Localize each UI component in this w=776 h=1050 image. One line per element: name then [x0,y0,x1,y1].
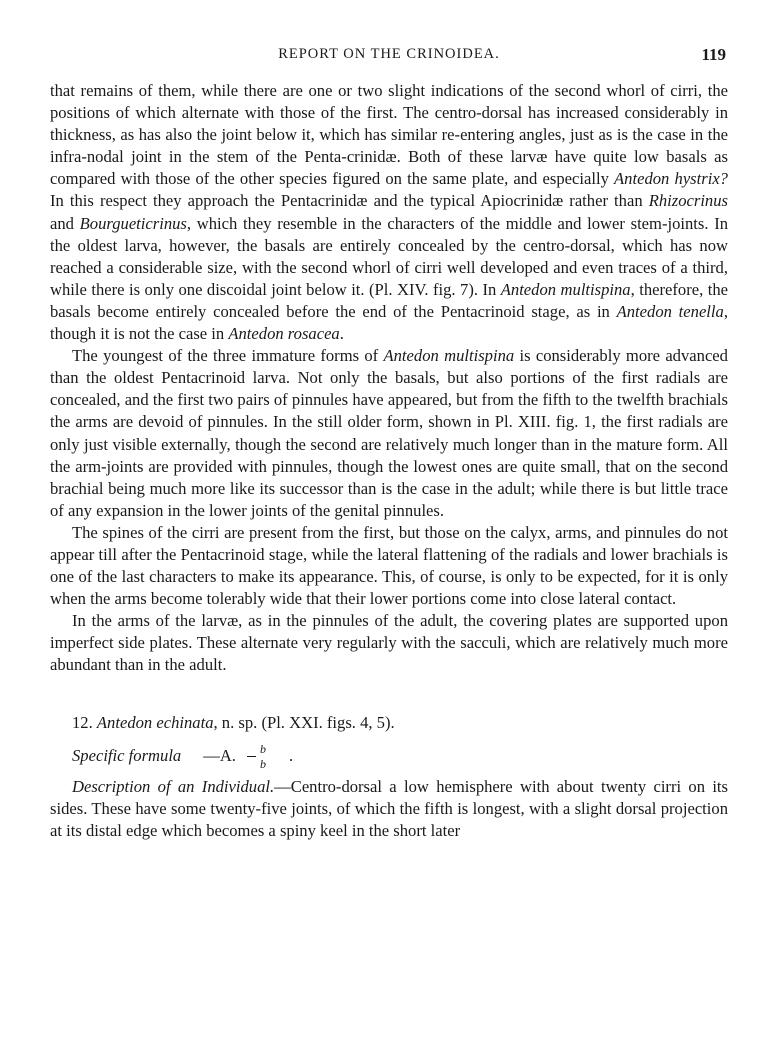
formula-denominator: b [259,756,266,771]
page-number: 119 [701,45,726,64]
formula-end: . [288,746,294,766]
text-run: and [50,213,80,233]
text-run: , which they resemble in the characters of the middle and lower stem-joints. In the oldest larva, however, the basals are entirely concealed by the centro-dorsal, which has now reached a considerable size, with the second whorl of cirri well developed and even traces of a third, while there is only one discoidal joint below it. (Pl. XIV. fig. 7). In [50,213,729,299]
italic-term: Antedon hystrix? [614,169,728,189]
italic-term: Rhizocrinus [648,191,728,211]
fraction-bar [247,756,256,757]
paragraph-p4 [50,610,728,676]
description-paragraph [50,776,728,842]
text-run: The spines of the cirri are present from the first, but those on the calyx, arms, and pinnules do not appear till after the Pentacrinoid stage, while the lateral flattening of the radials and lower brachials is one of the last characters to make its appearance. This, of course, is only to be expected, for it is only when the arms become tolerably wide that their lower portions come into close lateral contact. [50,522,728,609]
formula-dash: —A. [203,746,236,766]
italic-term: Bourgueticrinus [79,213,187,233]
text-run: In the arms of the larvæ, as in the pinnules of the adult, the covering plates are supported upon imperfect side plates. These alternate very regularly with the sacculi, which are relatively much more abundant than in the adult. [50,611,728,675]
italic-term: Antedon rosacea [228,324,340,344]
paragraph-p3 [50,522,728,610]
formula-fraction [238,743,266,770]
description-text: —Centro-dorsal a low hemisphere with about twenty cirri on its sides. These have some twenty-five joints, of which the fifth is longest, with a slight dorsal projection at its distal edge which becomes a spiny keel in the short later [50,776,728,840]
text-run: , therefore, the basals become entirely concealed before the end of the Pentacrinoid stage, as in [50,279,728,321]
text-run: is considerably more advanced than the oldest Pentacrinoid larva. Not only the basals, but also portions of the first radials are concealed, and the first two pairs of pinnules have appeared, but from the fifth to the twelfth brachials the arms are devoid of pinnules. In the still older form, shown in Pl. XIII. fig. 1, the first radials are only just visible externally, though the second are relatively much longer than in the mature form. All the arm-joints are provided with pinnules, though the lowest ones are quite small, that on the second brachial being much more like its successor than is the case in the adult; while there is but little trace of any expansion in the lower joints of the genital pinnules. [50,346,728,520]
species-details: , n. sp. (Pl. XXI. figs. 4, 5). [213,712,395,732]
running-title: REPORT ON THE CRINOIDEA. [278,46,500,62]
formula-label: Specific formula [72,746,182,766]
text-run: that remains of them, while there are one or two slight indications of the second whorl of cirri, the positions of which alternate with those of the first. The centro-dorsal has increased considerably in thickness, as has also the joint below it, which has similar re-entering angles, just as is the case in the infra-nodal joint in the stem of the Penta-crinidæ. Both of these larvæ have quite low basals as compared with those of the other species figured on the same plate, and especially [50,81,728,189]
paragraph-p2 [50,345,728,522]
species-number: 12. [72,712,93,732]
running-head [50,46,728,72]
italic-term: Antedon multispina [383,346,515,366]
text-run: In this respect they approach the Pentacrinidæ and the typical Apiocrinidæ rather than [50,191,649,211]
italic-term: Antedon tenella [616,301,724,321]
italic-term: Antedon multispina [500,279,631,299]
text-run: , though it is not the case in [50,301,728,344]
description-label: Description of an Individual. [72,776,275,796]
species-heading [50,711,728,735]
text-run: The youngest of the three immature forms of [72,346,384,366]
paragraph-list [50,80,728,677]
formula-numerator: b [259,741,266,756]
specific-formula [50,743,728,770]
section-gap [50,677,728,711]
paragraph-p1 [50,80,728,345]
species-name: Antedon echinata [96,712,214,732]
body-text [50,80,728,842]
text-run: . [339,324,344,344]
